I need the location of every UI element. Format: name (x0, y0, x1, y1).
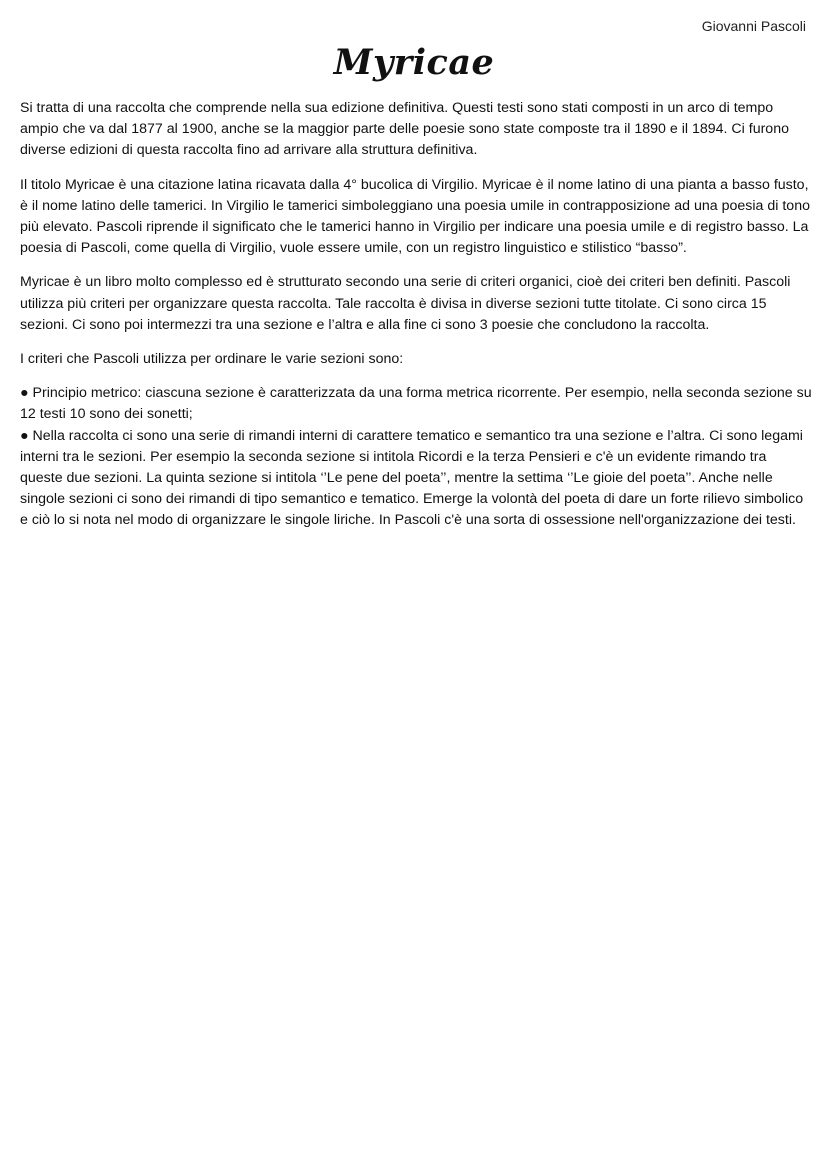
document-title: Myricae (333, 42, 495, 83)
paragraph-title-meaning: Il titolo Myricae è una citazione latina ricavata dalla 4° bucolica di Virgilio. Myricae è il nome latino di una pianta a basso fusto, è il nome latino delle tamerici. In Virgilio le tamerici simboleggiano una poesia umile in contrapposizione ad una poesia di tono più elevato. Pascoli riprende il significato che le tamerici hanno in Virgilio per indicare una poesia umile e di registro basso. La poesia di Pascoli, come quella di Virgilio, vuole essere umile, con un registro linguistico e stilistico “basso”. (20, 176, 810, 257)
paragraph-structure: Myricae è un libro molto complesso ed è strutturato secondo una serie di criteri organici, cioè dei criteri ben definiti. Pascoli utilizza più criteri per organizzare questa raccolta. Tale raccolta è divisa in diverse sezioni tutte titolate. Ci sono circa 15 sezioni. Ci sono poi intermezzi tra una sezione e l’altra e alla fine ci sono 3 poesie che concludono la raccolta. (20, 274, 791, 333)
header-author: Giovanni Pascoli (701, 18, 806, 34)
paragraph-criteria-intro: I criteri che Pascoli utilizza per ordinare le varie sezioni sono: (20, 351, 404, 368)
criteria-list-item-metric: ● Principio metrico: ciascuna sezione è caratterizzata da una forma metrica ricorrente. Per esempio, nella seconda sezione su 12 testi 10 sono dei sonetti; (20, 385, 812, 423)
criteria-list (20, 383, 812, 531)
paragraph-intro: Si tratta di una raccolta che comprende nella sua edizione definitiva. Questi testi sono stati composti in un arco di tempo ampio che va dal 1877 al 1900, anche se la maggior parte delle poesie sono state composte tra il 1890 e il 1894. Ci furono diverse edizioni di questa raccolta fino ad arrivare alla struttura definitiva. (20, 100, 789, 159)
document-body (20, 98, 812, 532)
criteria-list-item-thematic: ● Nella raccolta ci sono una serie di rimandi interni di carattere tematico e semantico tra una sezione e l’altra. Ci sono legami interni tra le sezioni. Per esempio la seconda sezione si intitola Ricordi e la terza Pensieri e c'è un evidente rimando tra queste due sezioni. La quinta sezione si intitola ‘’Le pene del poeta’’, mentre la settima ‘’Le gioie del poeta’’. Anche nelle singole sezioni ci sono dei rimandi di tipo semantico e tematico. Emerge la volontà del poeta di dare un forte rilievo simbolico e ciò lo si nota nel modo di organizzare le singole liriche. In Pascoli c'è una sorta di ossessione nell'organizzazione dei testi. (20, 427, 804, 529)
